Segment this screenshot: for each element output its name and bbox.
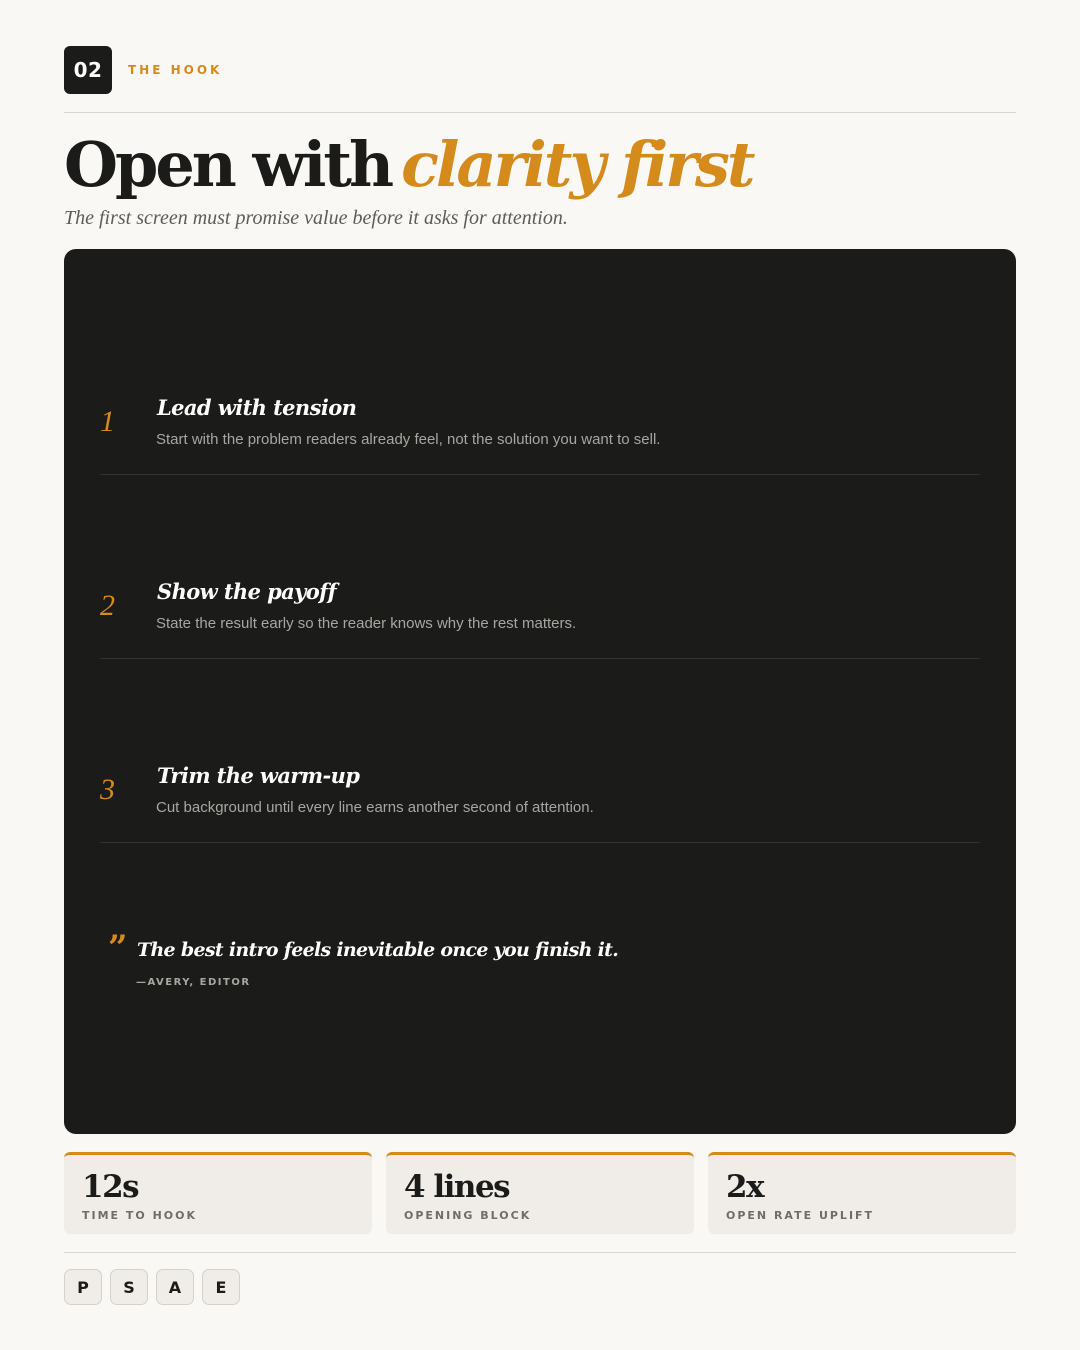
bottom-divider (64, 1252, 1016, 1253)
letter-button-e[interactable]: E (202, 1269, 240, 1305)
step-description: State the result early so the reader knows why the rest matters. (156, 615, 577, 632)
letter-button-p[interactable]: P (64, 1269, 102, 1305)
page-title (64, 127, 1016, 203)
letter-button-s[interactable]: S (110, 1269, 148, 1305)
slide (64, 46, 1016, 1297)
step-description: Start with the problem readers already feel, not the solution you want to sell. (156, 431, 661, 448)
quote-attribution: —AVERY, EDITOR (136, 977, 251, 988)
quote-mark-icon: ” (108, 928, 128, 968)
stat-value: 2x (726, 1169, 764, 1205)
step-number: 2 (100, 589, 115, 622)
stat-card (386, 1152, 694, 1234)
stat-card (708, 1152, 1016, 1234)
stats-row (64, 1152, 1016, 1234)
top-divider (64, 112, 1016, 113)
quote-text: The best intro feels inevitable once you finish it. (137, 939, 619, 961)
stat-label: TIME TO HOOK (82, 1209, 198, 1222)
section-kicker: THE HOOK (128, 63, 223, 77)
step-description: Cut background until every line earns another second of attention. (156, 799, 594, 816)
title-accent: clarity first (401, 128, 753, 201)
stat-value: 4 lines (404, 1169, 510, 1205)
step-title: Lead with tension (157, 395, 357, 420)
page-subtitle: The first screen must promise value before it asks for attention. (64, 207, 568, 229)
step-number: 3 (100, 773, 115, 806)
step-number: 1 (100, 405, 115, 438)
step-item-3 (100, 763, 980, 843)
stat-value: 12s (82, 1169, 139, 1205)
steps-panel (64, 249, 1016, 1134)
step-item-1 (100, 395, 980, 475)
header (64, 46, 1016, 94)
step-item-2 (100, 579, 980, 659)
stat-card (64, 1152, 372, 1234)
stat-label: OPEN RATE UPLIFT (726, 1209, 875, 1222)
letter-buttons (64, 1269, 240, 1305)
slide-number-badge: 02 (64, 46, 112, 94)
letter-button-a[interactable]: A (156, 1269, 194, 1305)
title-main: Open with (64, 128, 392, 201)
step-title: Show the payoff (157, 579, 337, 604)
step-title: Trim the warm-up (157, 763, 360, 788)
stat-label: OPENING BLOCK (404, 1209, 532, 1222)
